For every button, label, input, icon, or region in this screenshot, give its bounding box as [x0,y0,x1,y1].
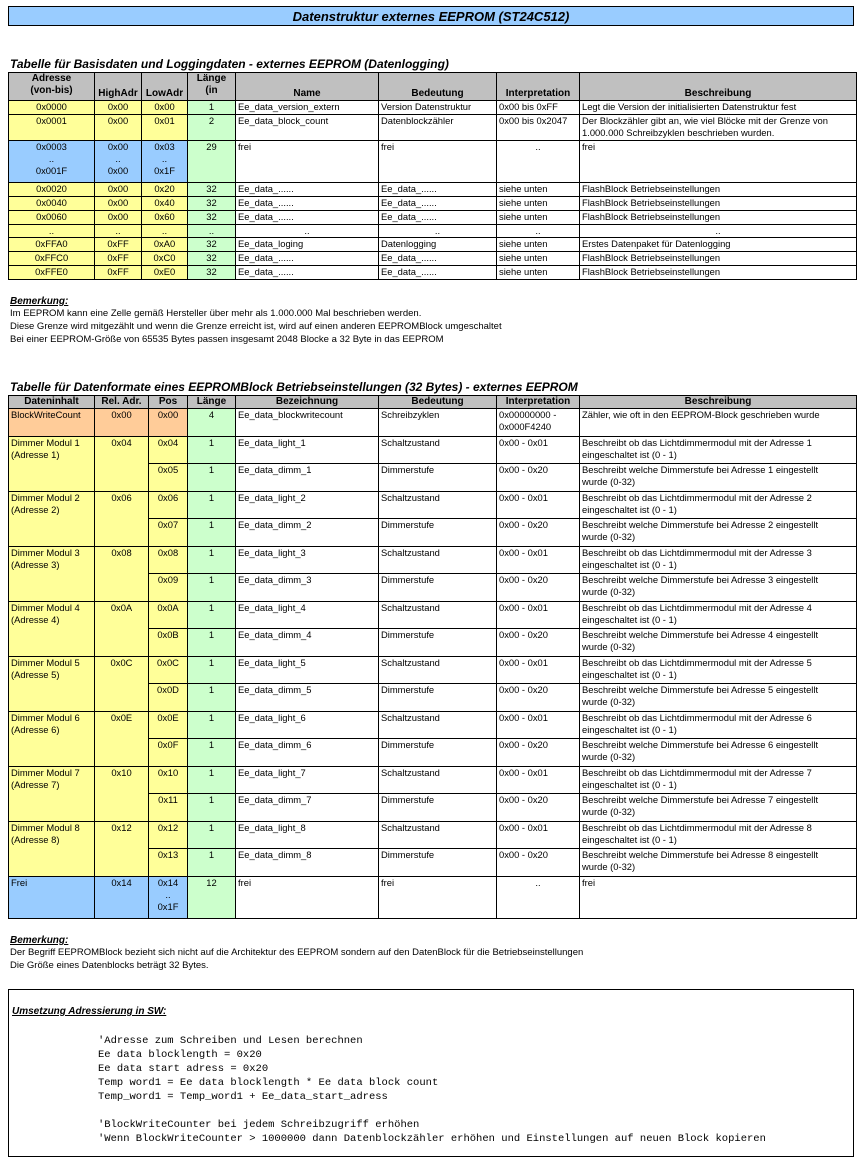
header-name: Bezeichnung [236,396,379,409]
header-rel: Rel. Adr. [95,396,149,409]
note1: Bemerkung: Im EEPROM kann eine Zelle gemäß Hersteller über mehr als 1.000.000 Mal beschrieben werden. Diese Grenze wird mitgezählt und wenn die Grenze erreicht ist, wird auf einen anderen EEPROMBlock umgeschaltet Bei einer EEPROM-Größe von 65535 Bytes passen insgesamt 2048 Blocke a 32 Byte in das EEPROM [10,296,502,345]
table-row: 0xFFE0 0xFF 0xE0 32 Ee_data_...... Ee_data_...... siehe unten FlashBlock Betriebseinstellungen [9,266,857,280]
header-interpretation: Interpretation [497,73,580,101]
table-row: 0x0001 0x00 0x01 2 Ee_data_block_count Datenblockzähler 0x00 bis 0x2047 Der Blockzähler gibt an, wie viel Blöcke mit der Grenze von 1.000.000 Schreibzyklen beschrieben wurden. [9,115,857,141]
table-row: 0x0000 0x00 0x00 1 Ee_data_version_extern Version Datenstruktur 0x00 bis 0xFF Legt die Version der initialisierten Datenstruktur fest [9,101,857,115]
code-line: 'Wenn BlockWriteCounter > 1000000 dann Datenblockzähler erhöhen und Einstellungen auf neuen Block kopieren [98,1133,766,1145]
code-block [98,1034,766,1146]
table2-title: Tabelle für Datenformate eines EEPROMBlock Betriebseinstellungen (32 Bytes) - externes EEPROM [10,380,578,394]
table-row: 0x0040 0x00 0x40 32 Ee_data_...... Ee_data_...... siehe unten FlashBlock Betriebseinstellungen [9,197,857,211]
header-length: Länge [188,396,236,409]
header-address: Adresse (von-bis) [9,73,95,101]
table1-title: Tabelle für Basisdaten und Loggingdaten - externes EEPROM (Datenlogging) [10,57,449,71]
table-row: 0x0F 1 Ee_data_dimm_6 Dimmerstufe 0x00 - 0x20 Beschreibt welche Dimmerstufe bei Adresse 6 eingestellt wurde (0-32) [9,739,857,767]
table-row: 0xFFA0 0xFF 0xA0 32 Ee_data_loging Datenlogging siehe unten Erstes Datenpaket für Datenlogging [9,238,857,252]
sw-heading: Umsetzung Adressierung in SW: [12,1006,167,1017]
table-row: 0x0060 0x00 0x60 32 Ee_data_...... Ee_data_...... siehe unten FlashBlock Betriebseinstellungen [9,211,857,225]
module-label: Dimmer Modul 1 (Adresse 1) [9,437,95,492]
software-addressing-box [8,989,854,1157]
module-label: Dimmer Modul 3 (Adresse 3) [9,547,95,602]
table-row: 0x0020 0x00 0x20 32 Ee_data_...... Ee_data_...... siehe unten FlashBlock Betriebseinstellungen [9,183,857,197]
module-label: Dimmer Modul 4 (Adresse 4) [9,602,95,657]
header-low: LowAdr [142,73,188,101]
module-label: Dimmer Modul 2 (Adresse 2) [9,492,95,547]
header-meaning: Bedeutung [379,396,497,409]
header-pos: Pos [149,396,188,409]
header-description: Beschreibung [580,73,857,101]
page-title: Datenstruktur externes EEPROM (ST24C512) [8,6,854,26]
code-line [98,1104,766,1118]
table-row: 0x0B 1 Ee_data_dimm_4 Dimmerstufe 0x00 - 0x20 Beschreibt welche Dimmerstufe bei Adresse 4 eingestellt wurde (0-32) [9,629,857,657]
betriebseinstellungen-table [8,395,857,919]
header-content: Dateninhalt [9,396,95,409]
header-description: Beschreibung [580,396,857,409]
code-line: Temp word1 = Ee data blocklength * Ee data block count [98,1077,439,1089]
table-row: 0x13 1 Ee_data_dimm_8 Dimmerstufe 0x00 - 0x20 Beschreibt welche Dimmerstufe bei Adresse 8 eingestellt wurde (0-32) [9,849,857,877]
module-label: Dimmer Modul 6 (Adresse 6) [9,712,95,767]
table-row: Dimmer Modul 8 (Adresse 8) 0x12 0x12 1 Ee_data_light_8 Schaltzustand 0x00 - 0x01 Beschreibt ob das Lichtdimmermodul mit der Adresse 8 eingeschaltet ist (0 - 1) [9,822,857,849]
table-row: Dimmer Modul 6 (Adresse 6) 0x0E 0x0E 1 Ee_data_light_6 Schaltzustand 0x00 - 0x01 Beschreibt ob das Lichtdimmermodul mit der Adresse 6 eingeschaltet ist (0 - 1) [9,712,857,739]
table-row: 0x0003 .. 0x001F 0x00 .. 0x00 0x03 .. 0x1F 29 frei frei .. frei [9,141,857,183]
code-line: Ee data start adress = 0x20 [98,1063,269,1075]
header-interpretation: Interpretation [497,396,580,409]
table-row: Dimmer Modul 4 (Adresse 4) 0x0A 0x0A 1 Ee_data_light_4 Schaltzustand 0x00 - 0x01 Beschreibt ob das Lichtdimmermodul mit der Adresse 4 eingeschaltet ist (0 - 1) [9,602,857,629]
header-length: Länge (in [188,73,236,101]
table-row: 0x11 1 Ee_data_dimm_7 Dimmerstufe 0x00 - 0x20 Beschreibt welche Dimmerstufe bei Adresse 7 eingestellt wurde (0-32) [9,794,857,822]
header-high: HighAdr [95,73,142,101]
table-row: Dimmer Modul 5 (Adresse 5) 0x0C 0x0C 1 Ee_data_light_5 Schaltzustand 0x00 - 0x01 Beschreibt ob das Lichtdimmermodul mit der Adresse 5 eingeschaltet ist (0 - 1) [9,657,857,684]
table-row: Dimmer Modul 3 (Adresse 3) 0x08 0x08 1 Ee_data_light_3 Schaltzustand 0x00 - 0x01 Beschreibt ob das Lichtdimmermodul mit der Adresse 3 eingeschaltet ist (0 - 1) [9,547,857,574]
table-row: Frei 0x14 0x14 .. 0x1F 12 frei frei .. frei [9,877,857,919]
table-row: 0x07 1 Ee_data_dimm_2 Dimmerstufe 0x00 - 0x20 Beschreibt welche Dimmerstufe bei Adresse 2 eingestellt wurde (0-32) [9,519,857,547]
table-row: .. .. .. .. .. .. .. .. [9,225,857,238]
code-line: 'BlockWriteCounter bei jedem Schreibzugriff erhöhen [98,1119,420,1131]
code-line: Temp_word1 = Temp_word1 + Ee_data_start_adress [98,1091,388,1103]
module-label: Dimmer Modul 8 (Adresse 8) [9,822,95,877]
module-label: Dimmer Modul 7 (Adresse 7) [9,767,95,822]
table-row: Dimmer Modul 1 (Adresse 1) 0x04 0x04 1 Ee_data_light_1 Schaltzustand 0x00 - 0x01 Beschreibt ob das Lichtdimmermodul mit der Adresse 1 eingeschaltet ist (0 - 1) [9,437,857,464]
table-row: 0xFFC0 0xFF 0xC0 32 Ee_data_...... Ee_data_...... siehe unten FlashBlock Betriebseinstellungen [9,252,857,266]
table-row: 0x0D 1 Ee_data_dimm_5 Dimmerstufe 0x00 - 0x20 Beschreibt welche Dimmerstufe bei Adresse 5 eingestellt wurde (0-32) [9,684,857,712]
basisdaten-table [8,72,857,280]
table-row: 0x09 1 Ee_data_dimm_3 Dimmerstufe 0x00 - 0x20 Beschreibt welche Dimmerstufe bei Adresse 3 eingestellt wurde (0-32) [9,574,857,602]
table-row: 0x05 1 Ee_data_dimm_1 Dimmerstufe 0x00 - 0x20 Beschreibt welche Dimmerstufe bei Adresse 1 eingestellt wurde (0-32) [9,464,857,492]
module-label: Dimmer Modul 5 (Adresse 5) [9,657,95,712]
table2-header-row [9,396,857,409]
table1-header-row [9,73,857,101]
note2: Bemerkung: Der Begriff EEPROMBlock bezieht sich nicht auf die Architektur des EEPROM sondern auf den DatenBlock für die Betriebseinstellungen Die Größe eines Datenblocks beträgt 32 Bytes. [10,935,584,971]
header-meaning: Bedeutung [379,73,497,101]
code-line: 'Adresse zum Schreiben und Lesen berechnen [98,1035,363,1047]
header-name: Name [236,73,379,101]
table-row: BlockWriteCount 0x00 0x00 4 Ee_data_blockwritecount Schreibzyklen 0x00000000 - 0x000F4240 Zähler, wie oft in den EEPROM-Block geschrieben wurde [9,409,857,437]
table-row: Dimmer Modul 2 (Adresse 2) 0x06 0x06 1 Ee_data_light_2 Schaltzustand 0x00 - 0x01 Beschreibt ob das Lichtdimmermodul mit der Adresse 2 eingeschaltet ist (0 - 1) [9,492,857,519]
table-row: Dimmer Modul 7 (Adresse 7) 0x10 0x10 1 Ee_data_light_7 Schaltzustand 0x00 - 0x01 Beschreibt ob das Lichtdimmermodul mit der Adresse 7 eingeschaltet ist (0 - 1) [9,767,857,794]
code-line: Ee data blocklength = 0x20 [98,1049,262,1061]
